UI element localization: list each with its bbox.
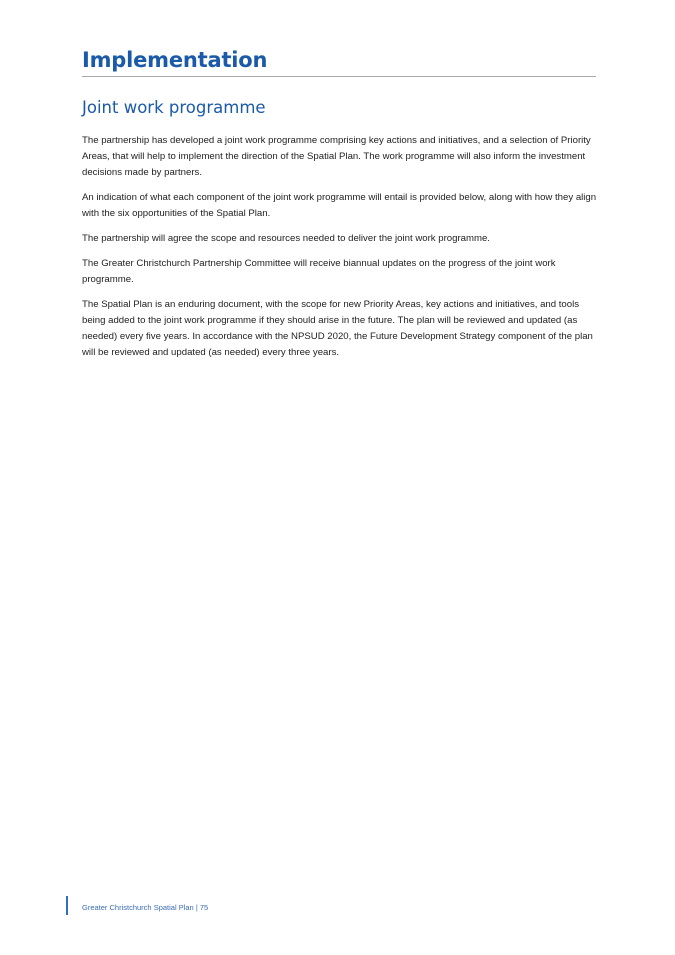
paragraph: An indication of what each component of the joint work programme will entail is provided below, along with how they align with the six opportunities of the Spatial Plan.: [82, 192, 597, 219]
page-number: 75: [199, 903, 209, 912]
page-footer: [82, 903, 208, 912]
paragraph: The Greater Christchurch Partnership Committee will receive biannual updates on the progress of the joint work programme.: [82, 258, 556, 285]
footer-separator: |: [195, 903, 198, 912]
title-divider: [82, 76, 596, 77]
footer-accent-bar: [66, 896, 68, 915]
section-body: [82, 133, 597, 370]
page-title: Implementation: [82, 48, 268, 72]
paragraph: The partnership has developed a joint work programme comprising key actions and initiatives, and a selection of Priority Areas, that will help to implement the direction of the Spatial Plan. The work programme will also inform the investment decisions made by partners.: [82, 135, 591, 178]
paragraph: The Spatial Plan is an enduring document, with the scope for new Priority Areas, key actions and initiatives, and tools being added to the joint work programme if they should arise in the future. The plan will be reviewed and updated (as needed) every five years. In accordance with the NPSUD 2020, the Future Development Strategy component of the plan will be reviewed and updated (as needed) every three years.: [82, 299, 593, 358]
section-heading: Joint work programme: [82, 98, 266, 117]
paragraph: The partnership will agree the scope and resources needed to deliver the joint work programme.: [82, 233, 490, 244]
footer-document-title: Greater Christchurch Spatial Plan: [82, 903, 194, 912]
